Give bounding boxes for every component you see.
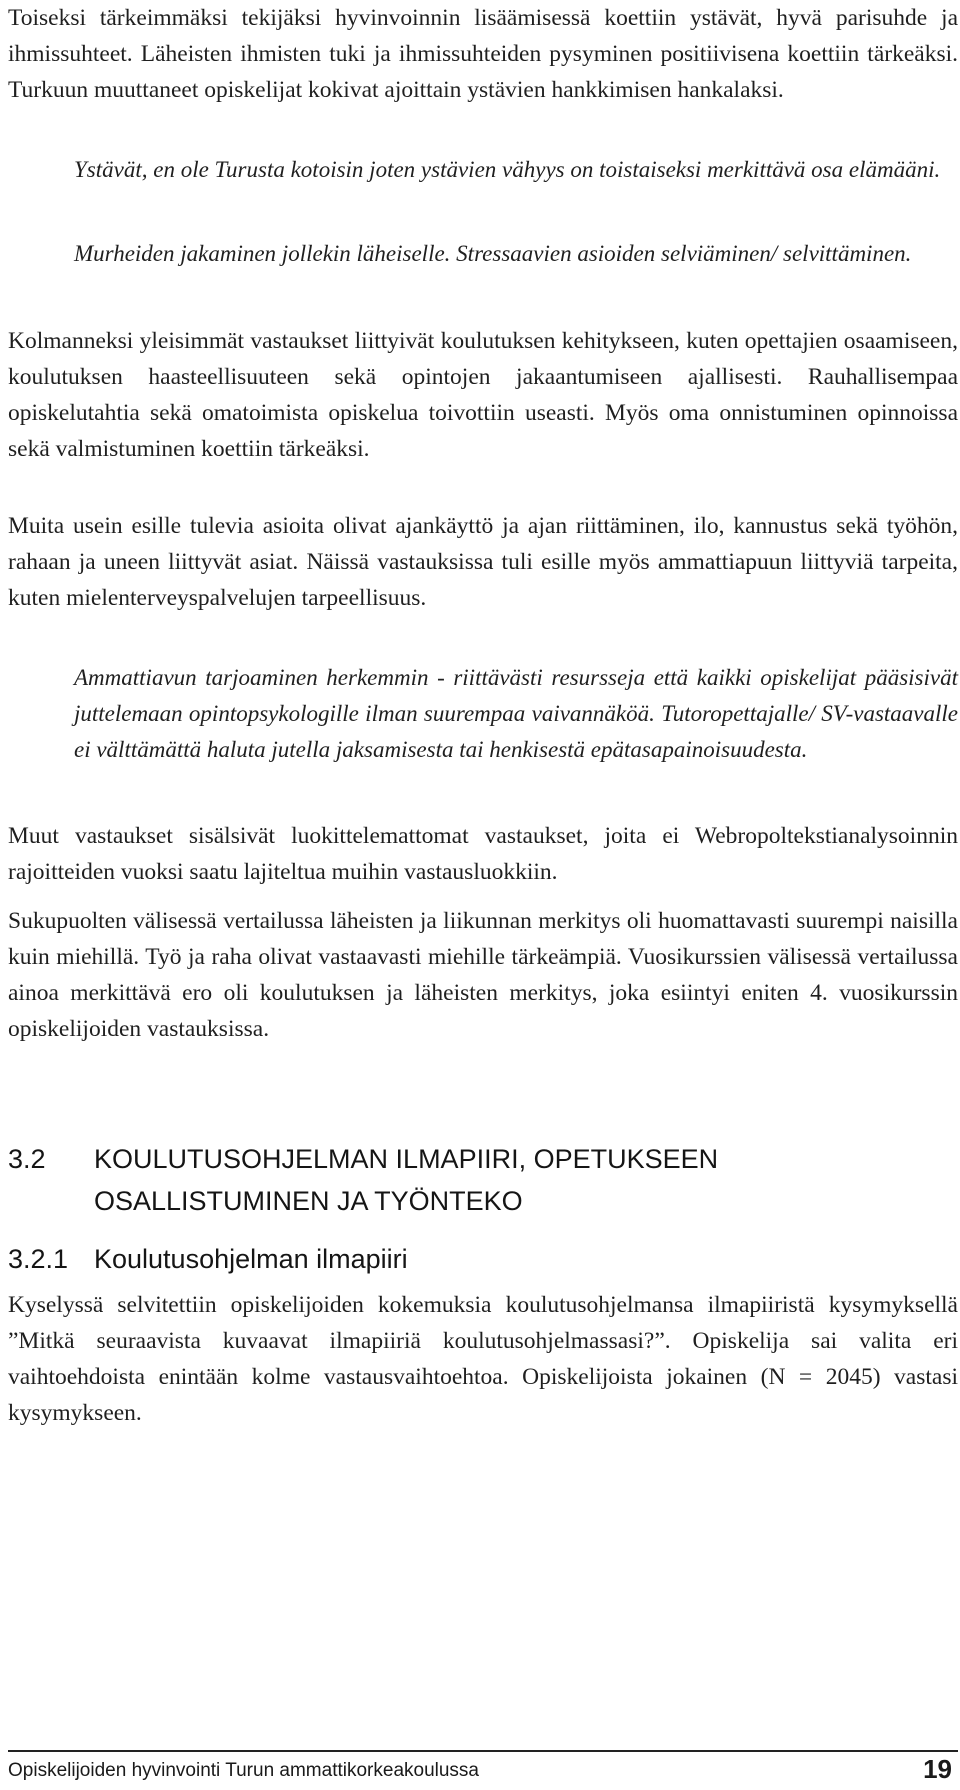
footer-title: Opiskelijoiden hyvinvointi Turun ammattikorkeakoulussa [8, 1760, 480, 1781]
section-number: 3.2 [8, 1144, 46, 1174]
quote-friends: Ystävät, en ole Turusta kotoisin joten ystävien vähyys on toistaiseksi merkittävä osa elämääni. [74, 157, 941, 182]
section-title [94, 1138, 954, 1222]
paragraph-unclassified: Muut vastaukset sisälsivät luokittelemattomat vastaukset, joita ei Webropoltekstianalysoinnin rajoitteiden vuoksi saatu lajiteltua muihin vastausluokkiin. [8, 823, 958, 885]
quote-professional-help: Ammattiavun tarjoaminen herkemmin - riittävästi resursseja että kaikki opiskelijat pääsisivät juttelemaan opintopsykologille ilman suurempaa vaivannäköä. Tutoropettajalle/ SV-vastaavalle ei välttämättä haluta jutella jaksamisesta tai henkisestä epätasapainoisuudesta. [74, 665, 958, 762]
paragraph-other-topics: Muita usein esille tulevia asioita olivat ajankäyttö ja ajan riittäminen, ilo, kannustus sekä työhön, rahaan ja uneen liittyvät asiat. Näissä vastauksissa tuli esille myös ammattiapuun liittyviä tarpeita, kuten mielenterveyspalvelujen tarpeellisuus. [8, 513, 958, 611]
section-title-line2: OSALLISTUMINEN JA TYÖNTEKO [94, 1186, 523, 1216]
paragraph-education-development: Kolmanneksi yleisimmät vastaukset liittyivät koulutuksen kehitykseen, kuten opettajien osaamiseen, koulutuksen haasteellisuuteen sekä opintojen jakaantumiseen ajallisesti. Rauhallisempaa opiskelutahtia sekä omatoimista opiskelua toivottiin useasti. Myös oma onnistuminen opinnoissa sekä valmistuminen koettiin tärkeäksi. [8, 328, 958, 462]
subsection-number: 3.2.1 [8, 1244, 69, 1274]
paragraph-comparison: Sukupuolten välisessä vertailussa läheisten ja liikunnan merkitys oli huomattavasti suurempi naisilla kuin miehillä. Työ ja raha olivat vastaavasti miehille tärkeämpiä. Vuosikurssien välisessä vertailussa ainoa merkittävä ero oli koulutuksen ja läheisten merkitys, joka esiintyi eniten 4. vuosikurssin opiskelijoiden vastauksissa. [8, 908, 958, 1042]
section-title-line1: KOULUTUSOHJELMAN ILMAPIIRI, OPETUKSEEN [94, 1144, 719, 1174]
subsection-title: Koulutusohjelman ilmapiiri [94, 1244, 408, 1274]
page-number: 19 [923, 1754, 952, 1784]
paragraph-atmosphere-survey: Kyselyssä selvitettiin opiskelijoiden kokemuksia koulutusohjelmansa ilmapiiristä kysymyksellä ”Mitkä seuraavista kuvaavat ilmapiiriä koulutusohjelmassasi?”. Opiskelija sai valita eri vaihtoehdoista enintään kolme vastausvaihtoehtoa. Opiskelijoista jokainen (N = 2045) vastasi kysymykseen. [8, 1292, 958, 1426]
footer-divider [8, 1750, 958, 1752]
paragraph-wellbeing-factors: Toiseksi tärkeimmäksi tekijäksi hyvinvoinnin lisäämisessä koettiin ystävät, hyvä parisuhde ja ihmissuhteet. Läheisten ihmisten tuki ja ihmissuhteiden pysyminen positiivisena koettiin tärkeäksi. Turkuun muuttaneet opiskelijat kokivat ajoittain ystävien hankkimisen hankalaksi. [8, 5, 958, 103]
quote-sharing-worries: Murheiden jakaminen jollekin läheiselle. Stressaavien asioiden selviäminen/ selvittäminen. [74, 241, 912, 266]
